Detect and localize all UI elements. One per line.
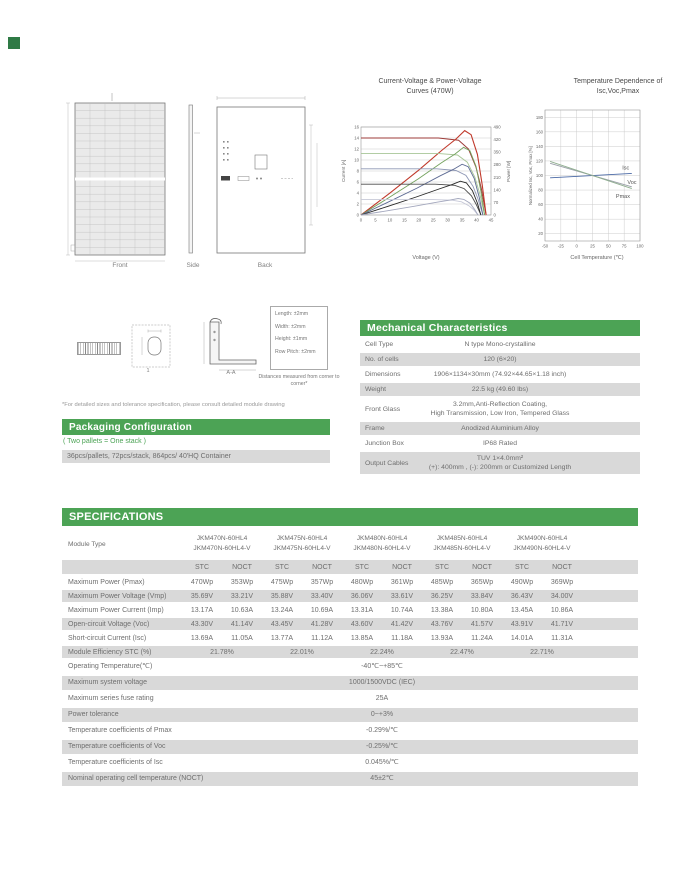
row-label: Nominal operating cell temperature (NOCT) xyxy=(68,775,204,782)
row-label: Junction Box xyxy=(365,440,404,447)
drawing-footnote: *For detailed sizes and tolerance specification, please consult detailed module drawing xyxy=(62,402,285,408)
cell-value: 22.24% xyxy=(370,648,394,656)
svg-text:180: 180 xyxy=(535,114,543,120)
row-value: Anodized Aluminium Alloy xyxy=(461,424,539,432)
row-label: Maximum series fuse rating xyxy=(68,695,154,702)
cell-value: 475Wp xyxy=(270,578,294,586)
cell-value: 13.38A xyxy=(430,606,454,614)
svg-text:25: 25 xyxy=(590,243,595,249)
svg-text:35: 35 xyxy=(459,217,465,223)
front-view-drawing xyxy=(66,93,165,261)
row-label: Operating Temperature(℃) xyxy=(68,663,153,670)
table-row xyxy=(62,604,638,618)
cell-value: 10.69A xyxy=(310,606,334,614)
section-aa-label: A-A xyxy=(226,370,236,376)
table-row xyxy=(62,646,638,660)
cell-value: 365Wp xyxy=(470,578,494,586)
cell-value: 36.43V xyxy=(510,592,534,600)
row-value: 3.2mm,Anti-Reflection Coating, High Transmission, Low Iron, Tempered Glass xyxy=(430,400,570,417)
svg-text:70: 70 xyxy=(493,199,499,205)
module-type: JKM470N-60HL4 JKM470N-60HL4-V xyxy=(193,534,251,552)
condition-header: NOCT xyxy=(472,563,492,571)
svg-text:30: 30 xyxy=(445,217,451,223)
row-value: 25A xyxy=(375,695,389,702)
svg-text:10: 10 xyxy=(354,157,359,163)
cell-value: 35.88V xyxy=(270,592,294,600)
iv-chart-yaxis-left-label: Current [A] xyxy=(341,159,346,183)
specifications-section-title: SPECIFICATIONS xyxy=(62,508,638,526)
cell-value: 11.31A xyxy=(551,634,573,642)
svg-text:0: 0 xyxy=(575,243,578,249)
row-value: 1000/1500VDC (IEC) xyxy=(348,679,416,686)
condition-header: STC xyxy=(275,563,289,571)
row-label: Temperature coefficients of Isc xyxy=(68,759,163,766)
svg-text:-50: -50 xyxy=(541,243,549,249)
svg-text:15: 15 xyxy=(401,217,407,223)
module-type: JKM485N-60HL4 JKM485N-60HL4-V xyxy=(433,534,491,552)
cell-value: 353Wp xyxy=(230,578,254,586)
annotation-voc: Voc xyxy=(627,180,637,187)
table-row xyxy=(360,383,640,398)
frame-profile-drawing xyxy=(204,318,256,370)
packaging-section-title: Packaging Configuration xyxy=(62,419,330,435)
cell-value: 485Wp xyxy=(430,578,454,586)
corner-mark xyxy=(8,37,20,49)
svg-text:140: 140 xyxy=(493,187,501,193)
cell-value: 41.14V xyxy=(230,620,254,628)
cell-value: 470Wp xyxy=(190,578,214,586)
cell-value: 33.21V xyxy=(230,592,254,600)
tolerance-line: Length: ±2mm xyxy=(275,311,309,317)
condition-header: STC xyxy=(435,563,449,571)
iv-chart-xaxis-label: Voltage (V) xyxy=(412,255,440,261)
frame-detail-drawings xyxy=(70,300,270,375)
table-row xyxy=(62,560,638,576)
svg-text:0: 0 xyxy=(493,212,496,218)
series-pmax xyxy=(550,161,632,188)
cell-value: 22.71% xyxy=(530,648,554,656)
row-label: Cell Type xyxy=(365,341,394,348)
cell-value: 41.28V xyxy=(310,620,334,628)
row-label: Weight xyxy=(365,386,387,393)
front-view-label: Front xyxy=(112,262,128,269)
row-label: Maximum Power Voltage (Vmp) xyxy=(68,592,167,600)
cell-value: 357Wp xyxy=(310,578,334,586)
row-value: 45±2℃ xyxy=(370,775,394,782)
tolerance-note: Distances measured from corner to corner* xyxy=(258,374,340,387)
table-row xyxy=(62,632,638,646)
svg-text:120: 120 xyxy=(535,158,543,164)
row-label: Maximum Power Current (Imp) xyxy=(68,606,164,614)
condition-header: NOCT xyxy=(232,563,252,571)
side-view-drawing xyxy=(189,105,200,253)
cell-value: 33.61V xyxy=(390,592,414,600)
cell-value: 41.71V xyxy=(550,620,574,628)
svg-text:0: 0 xyxy=(356,212,359,218)
packaging-value: 36pcs/pallets, 72pcs/stack, 864pcs/ 40'HQ Container xyxy=(62,450,330,463)
mechanical-section-title: Mechanical Characteristics xyxy=(360,320,640,336)
cell-value: 13.77A xyxy=(270,634,294,642)
table-row xyxy=(62,724,638,740)
table-row xyxy=(62,708,638,724)
cell-value: 369Wp xyxy=(550,578,574,586)
annotation-isc: Isc xyxy=(622,165,630,172)
module-type: JKM480N-60HL4 JKM480N-60HL4-V xyxy=(353,534,411,552)
table-row xyxy=(360,422,640,437)
temp-chart-title: Temperature Dependence of Isc,Voc,Pmax xyxy=(573,78,663,96)
svg-text:10: 10 xyxy=(387,217,393,223)
svg-text:40: 40 xyxy=(474,217,479,223)
cell-value: 10.80A xyxy=(470,606,494,614)
module-type-label: Module Type xyxy=(68,540,106,548)
cell-value: 10.74A xyxy=(390,606,414,614)
packaging-note: ( Two pallets = One stack ) xyxy=(63,438,146,445)
cell-value: 43.30V xyxy=(190,620,214,628)
side-view-label: Side xyxy=(186,262,200,269)
row-label: Dimensions xyxy=(365,371,401,378)
iv-pv-curves-chart xyxy=(345,98,521,268)
cell-value: 14.01A xyxy=(510,634,534,642)
cell-value: 36.06V xyxy=(350,592,374,600)
row-value: IP68 Rated xyxy=(482,439,517,447)
cell-value: 480Wp xyxy=(350,578,374,586)
table-row xyxy=(62,772,638,788)
svg-text:2: 2 xyxy=(356,201,359,207)
svg-text:60: 60 xyxy=(538,202,543,208)
row-value: 0~+3% xyxy=(370,711,394,718)
row-label: Temperature coefficients of Pmax xyxy=(68,727,172,734)
svg-text:100: 100 xyxy=(636,243,644,249)
mount-hole-section-drawing xyxy=(132,325,170,367)
svg-text:100: 100 xyxy=(535,173,543,178)
row-value: 22.5 kg (49.60 lbs) xyxy=(471,385,529,393)
svg-text:6: 6 xyxy=(356,179,359,185)
cell-value: 13.31A xyxy=(350,606,374,614)
row-label: Open-circuit Voltage (Voc) xyxy=(68,620,150,628)
row-value: 120 (6×20) xyxy=(483,355,517,363)
row-label: No. of cells xyxy=(365,356,399,363)
row-label: Frame xyxy=(365,425,385,432)
svg-text:420: 420 xyxy=(493,137,501,143)
svg-text:490: 490 xyxy=(493,124,501,130)
condition-header: STC xyxy=(355,563,369,571)
tolerance-line: Height: ±1mm xyxy=(275,336,308,342)
svg-text:20: 20 xyxy=(416,217,422,223)
cell-value: 21.78% xyxy=(210,648,234,656)
specifications-table xyxy=(62,530,638,788)
svg-text:14: 14 xyxy=(354,135,359,141)
row-label: Maximum system voltage xyxy=(68,679,147,686)
row-value: 1906×1134×30mm (74.92×44.65×1.18 inch) xyxy=(433,370,567,378)
svg-text:8: 8 xyxy=(356,168,359,174)
svg-text:16: 16 xyxy=(354,124,359,130)
cell-value: 13.69A xyxy=(190,634,214,642)
iv-chart-yaxis-right-label: Power [W] xyxy=(506,160,511,182)
table-row xyxy=(62,618,638,632)
cell-value: 361Wp xyxy=(390,578,414,586)
row-label: Output Cables xyxy=(365,459,409,467)
svg-text:350: 350 xyxy=(493,149,501,155)
cell-value: 22.47% xyxy=(450,648,474,656)
table-row xyxy=(62,590,638,604)
mechanical-table xyxy=(360,338,640,476)
svg-text:140: 140 xyxy=(535,143,543,149)
cell-value: 490Wp xyxy=(510,578,534,586)
svg-text:20: 20 xyxy=(538,231,543,237)
cell-value: 41.57V xyxy=(470,620,494,628)
row-value: -0.25%/℃ xyxy=(366,743,398,750)
row-label: Front Glass xyxy=(365,405,401,413)
table-row xyxy=(62,530,638,560)
row-value: TUV 1×4.0mm² (+): 400mm , (-): 200mm or Customized Length xyxy=(428,454,572,471)
svg-text:25: 25 xyxy=(430,217,436,223)
svg-text:45: 45 xyxy=(488,217,494,223)
temperature-dependence-chart xyxy=(528,98,700,268)
back-view-drawing xyxy=(217,96,317,253)
cell-value: 13.24A xyxy=(270,606,294,614)
svg-text:12: 12 xyxy=(354,146,359,152)
row-label: Short-circuit Current (Isc) xyxy=(68,634,147,642)
svg-text:-25: -25 xyxy=(557,243,564,249)
tolerance-line: Row Pitch: ±2mm xyxy=(275,348,316,355)
section-1-label: 1 xyxy=(146,368,150,374)
cell-value: 10.63A xyxy=(230,606,254,614)
table-row xyxy=(62,576,638,590)
condition-header: NOCT xyxy=(392,563,412,571)
cell-value: 11.05A xyxy=(231,634,253,642)
cell-value: 13.17A xyxy=(190,606,214,614)
back-view-label: Back xyxy=(257,262,273,269)
annotation-pmax: Pmax xyxy=(615,194,630,201)
table-row xyxy=(360,398,640,422)
cell-value: 33.84V xyxy=(470,592,494,600)
row-label: Module Efficiency STC (%) xyxy=(68,648,152,656)
cell-value: 11.24A xyxy=(471,634,493,642)
condition-header: NOCT xyxy=(552,563,572,571)
condition-header: NOCT xyxy=(312,563,332,571)
cell-value: 36.25V xyxy=(430,592,454,600)
temp-chart-yaxis-label: Normalized Isc, Voc, Pmax [%] xyxy=(528,146,533,206)
cell-value: 11.12A xyxy=(311,634,333,642)
table-row xyxy=(360,368,640,383)
row-value: N type Mono-crystalline xyxy=(464,340,536,348)
cell-value: 13.85A xyxy=(350,634,374,642)
svg-text:80: 80 xyxy=(538,187,543,193)
temp-chart-xaxis-label: Cell Temperature (℃) xyxy=(570,255,624,261)
row-label: Temperature coefficients of Voc xyxy=(68,743,166,750)
svg-text:160: 160 xyxy=(535,129,543,135)
module-type: JKM490N-60HL4 JKM490N-60HL4-V xyxy=(513,534,571,552)
iv-chart-title: Current-Voltage & Power-Voltage Curves (470W) xyxy=(378,78,482,96)
svg-text:0: 0 xyxy=(359,217,363,223)
table-row xyxy=(62,756,638,772)
module-type: JKM475N-60HL4 JKM475N-60HL4-V xyxy=(273,534,331,552)
table-row xyxy=(360,437,640,452)
table-row xyxy=(62,660,638,676)
svg-text:5: 5 xyxy=(374,217,377,223)
tolerance-line: Width: ±2mm xyxy=(275,323,306,330)
series-1000w-m2-p-v xyxy=(361,131,486,215)
table-row xyxy=(62,740,638,756)
svg-text:75: 75 xyxy=(621,243,627,249)
condition-header: STC xyxy=(195,563,209,571)
svg-text:4: 4 xyxy=(356,190,359,196)
cell-value: 43.91V xyxy=(510,620,534,628)
cell-value: 10.86A xyxy=(550,606,574,614)
cell-value: 43.60V xyxy=(350,620,374,628)
row-label: Power tolerance xyxy=(68,711,119,718)
svg-text:280: 280 xyxy=(493,162,501,168)
cell-value: 35.69V xyxy=(190,592,214,600)
cell-value: 13.45A xyxy=(510,606,534,614)
table-row xyxy=(62,692,638,708)
cell-value: 11.18A xyxy=(391,634,413,642)
cell-value: 43.45V xyxy=(270,620,294,628)
cell-value: 22.01% xyxy=(290,648,314,656)
tolerance-box xyxy=(270,306,328,370)
table-row xyxy=(360,452,640,476)
cell-value: 43.76V xyxy=(430,620,454,628)
cell-value: 33.40V xyxy=(310,592,334,600)
table-row xyxy=(62,676,638,692)
module-outline-drawings xyxy=(55,85,345,275)
cell-value: 34.00V xyxy=(550,592,574,600)
table-row xyxy=(360,338,640,353)
svg-text:50: 50 xyxy=(605,243,611,249)
table-row xyxy=(360,353,640,368)
condition-header: STC xyxy=(515,563,529,571)
row-value: 0.045%/℃ xyxy=(365,759,399,766)
row-value: -0.29%/℃ xyxy=(366,727,398,734)
row-value: -40℃~+85℃ xyxy=(361,663,403,670)
cell-value: 41.42V xyxy=(390,620,414,628)
svg-text:40: 40 xyxy=(538,216,543,222)
row-label: Maximum Power (Pmax) xyxy=(68,578,145,586)
svg-text:210: 210 xyxy=(493,174,501,180)
cell-value: 13.93A xyxy=(430,634,454,642)
series-600w-m2-i-v xyxy=(361,169,483,215)
